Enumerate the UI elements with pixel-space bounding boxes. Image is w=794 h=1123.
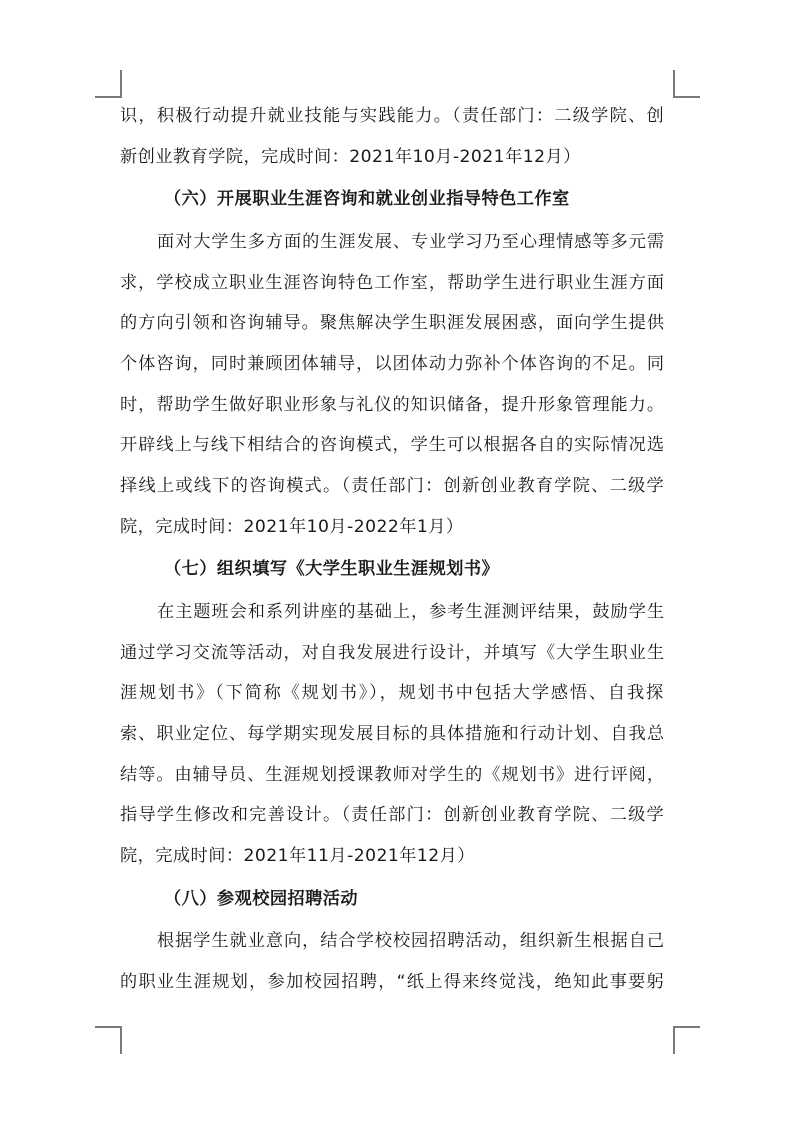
page-body (120, 103, 665, 1010)
text-line: 的职业生涯规划，参加校园招聘，“纸上得来终觉浅，绝知此事要躬 (120, 971, 665, 992)
text-line: 院，完成时间：2021年10月-2022年1月） (120, 516, 464, 537)
text-line: 面对大学生多方面的生涯发展、专业学习乃至心理情感等多元需 (157, 231, 665, 252)
section-heading-8: （八）参观校园招聘活动 (164, 888, 359, 909)
text-line: 开辟线上与线下相结合的咨询模式，学生可以根据各自的实际情况选 (120, 435, 665, 456)
text-line: 在主题班会和系列讲座的基础上，参考生涯测评结果，鼓励学生 (157, 601, 665, 622)
text-line: 求，学校成立职业生涯咨询特色工作室，帮助学生进行职业生涯方面 (120, 272, 665, 293)
text-line: 索、职业定位、每学期实现发展目标的具体措施和行动计划、自我总 (120, 723, 665, 744)
text-line: 涯规划书》（下简称《规划书》），规划书中包括大学感悟、自我探 (120, 683, 665, 704)
text-line: 新创业教育学院，完成时间：2021年10月-2021年12月） (120, 146, 581, 167)
text-line: 的方向引领和咨询辅导。聚焦解决学生职涯发展困惑，面向学生提供 (120, 313, 665, 334)
text-line: 个体咨询，同时兼顾团体辅导，以团体动力弥补个体咨询的不足。同 (120, 353, 665, 374)
paragraph-campus-recruitment (120, 928, 665, 1009)
text-line: 结等。由辅导员、生涯规划授课教师对学生的《规划书》进行评阅， (120, 764, 665, 785)
text-line: 时，帮助学生做好职业形象与礼仪的知识储备，提升形象管理能力。 (120, 394, 665, 415)
section-heading-7: （七）组织填写《大学生职业生涯规划书》 (164, 559, 500, 580)
text-line: 择线上或线下的咨询模式。（责任部门：创新创业教育学院、二级学 (120, 476, 665, 496)
paragraph-counseling-studio (120, 229, 665, 555)
paragraph-career-plan (120, 599, 665, 884)
crop-mark-top-right (673, 70, 700, 98)
text-line: 根据学生就业意向，结合学校校园招聘活动，组织新生根据自己 (157, 931, 665, 952)
text-line: 识，积极行动提升就业技能与实践能力。（责任部门：二级学院、创 (120, 106, 665, 126)
text-line: 通过学习交流等活动，对自我发展进行设计，并填写《大学生职业生 (120, 642, 665, 663)
crop-mark-bottom-right (673, 1026, 700, 1054)
text-line: 院，完成时间：2021年11月-2021年12月） (120, 846, 475, 866)
paragraph-continued (120, 103, 665, 184)
section-heading-6: （六）开展职业生涯咨询和就业创业指导特色工作室 (164, 189, 570, 210)
crop-mark-top-left (95, 70, 122, 98)
text-line: 指导学生修改和完善设计。（责任部门：创新创业教育学院、二级学 (120, 805, 665, 826)
crop-mark-bottom-left (95, 1026, 122, 1054)
